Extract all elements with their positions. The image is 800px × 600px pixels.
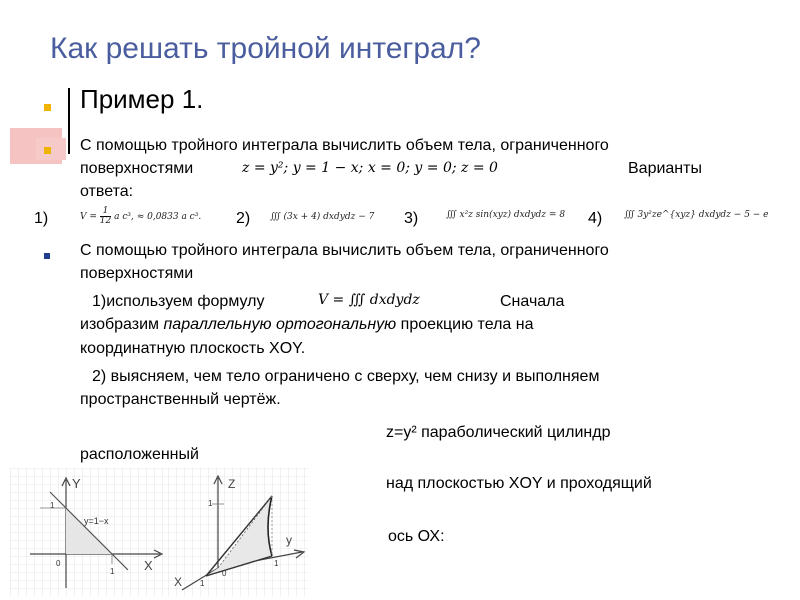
slide-title: Как решать тройной интеграл? bbox=[50, 32, 481, 65]
answer1-expression: V = $\frac{1}{12}$ a c³, ≈ 0,0833 a c³. bbox=[80, 206, 202, 226]
answer2-expression: ∭ (3x + 4) dxdydz − 7 bbox=[270, 212, 375, 222]
origin-label: 0 bbox=[222, 569, 227, 578]
tick-label-x1: 1 bbox=[200, 579, 205, 588]
step2-line2: пространственный чертёж. bbox=[80, 391, 281, 408]
example-heading: Пример 1. bbox=[80, 84, 204, 114]
projection-graph bbox=[10, 468, 170, 596]
spatial-graph bbox=[168, 468, 308, 596]
step1-plane: координатную плоскость XOY. bbox=[80, 340, 306, 357]
tick-label-z1: 1 bbox=[208, 499, 213, 508]
task2-line1: С помощью тройного интеграла вычислить объем тела, ограниченного bbox=[80, 242, 609, 259]
located-text: расположенный bbox=[80, 446, 199, 463]
task1-line2: поверхностями bbox=[80, 160, 194, 177]
tick-label-x1: 1 bbox=[110, 567, 115, 576]
task1-line1: С помощью тройного интеграла вычислить объем тела, ограниченного bbox=[80, 137, 609, 154]
step1-then: Сначала bbox=[500, 293, 565, 310]
answer3-expression: ∭ x²z sin(xyz) dxdydz = 8 bbox=[446, 210, 566, 220]
cylinder-desc: z=y² параболический цилиндр bbox=[386, 424, 611, 441]
y-axis-label: Y bbox=[72, 476, 81, 491]
variants-label: Варианты bbox=[628, 160, 702, 177]
y-axis-label: y bbox=[286, 533, 292, 547]
task2-line2: поверхностями bbox=[80, 265, 194, 282]
above-plane-text: над плоскостью XOY и проходящий bbox=[386, 475, 652, 492]
graph-grid bbox=[168, 468, 308, 596]
surfaces-formula: z = y²; y = 1 − x; x = 0; y = 0; z = 0 bbox=[242, 160, 498, 176]
origin-label: 0 bbox=[56, 559, 61, 568]
axis-ox-text: ось ОХ: bbox=[388, 528, 445, 545]
x-axis-label: X bbox=[174, 575, 183, 589]
answer3-label: 3) bbox=[404, 210, 419, 227]
step1-text: 1)используем формулу bbox=[92, 293, 265, 310]
step2-line1: 2) выясняем, чем тело ограничено с сверху, чем снизу и выполняем bbox=[92, 368, 600, 385]
decorative-pink-square bbox=[36, 138, 66, 160]
bullet-square-icon bbox=[44, 253, 50, 259]
task1-line3: ответа: bbox=[80, 183, 134, 200]
line-label: y=1−x bbox=[84, 516, 109, 526]
z-axis-label: Z bbox=[228, 477, 236, 491]
answer1-label: 1) bbox=[34, 210, 49, 227]
answer4-label: 4) bbox=[588, 210, 603, 227]
tick-label-y1: 1 bbox=[274, 559, 279, 568]
answer4-expression: ∭ 3y²ze^{xyz} dxdydz − 5 − e bbox=[624, 210, 769, 220]
x-axis-label: X bbox=[144, 558, 153, 573]
bullet-square-icon bbox=[44, 147, 51, 154]
volume-formula: V = ∭ dxdydz bbox=[318, 292, 420, 308]
step1-projection: изобразим параллельную ортогональную проекцию тела на bbox=[80, 316, 534, 333]
bullet-square-icon bbox=[44, 104, 51, 111]
decorative-vertical-bar bbox=[68, 88, 70, 154]
answer2-label: 2) bbox=[236, 210, 251, 227]
tick-label-y1: 1 bbox=[50, 501, 55, 510]
